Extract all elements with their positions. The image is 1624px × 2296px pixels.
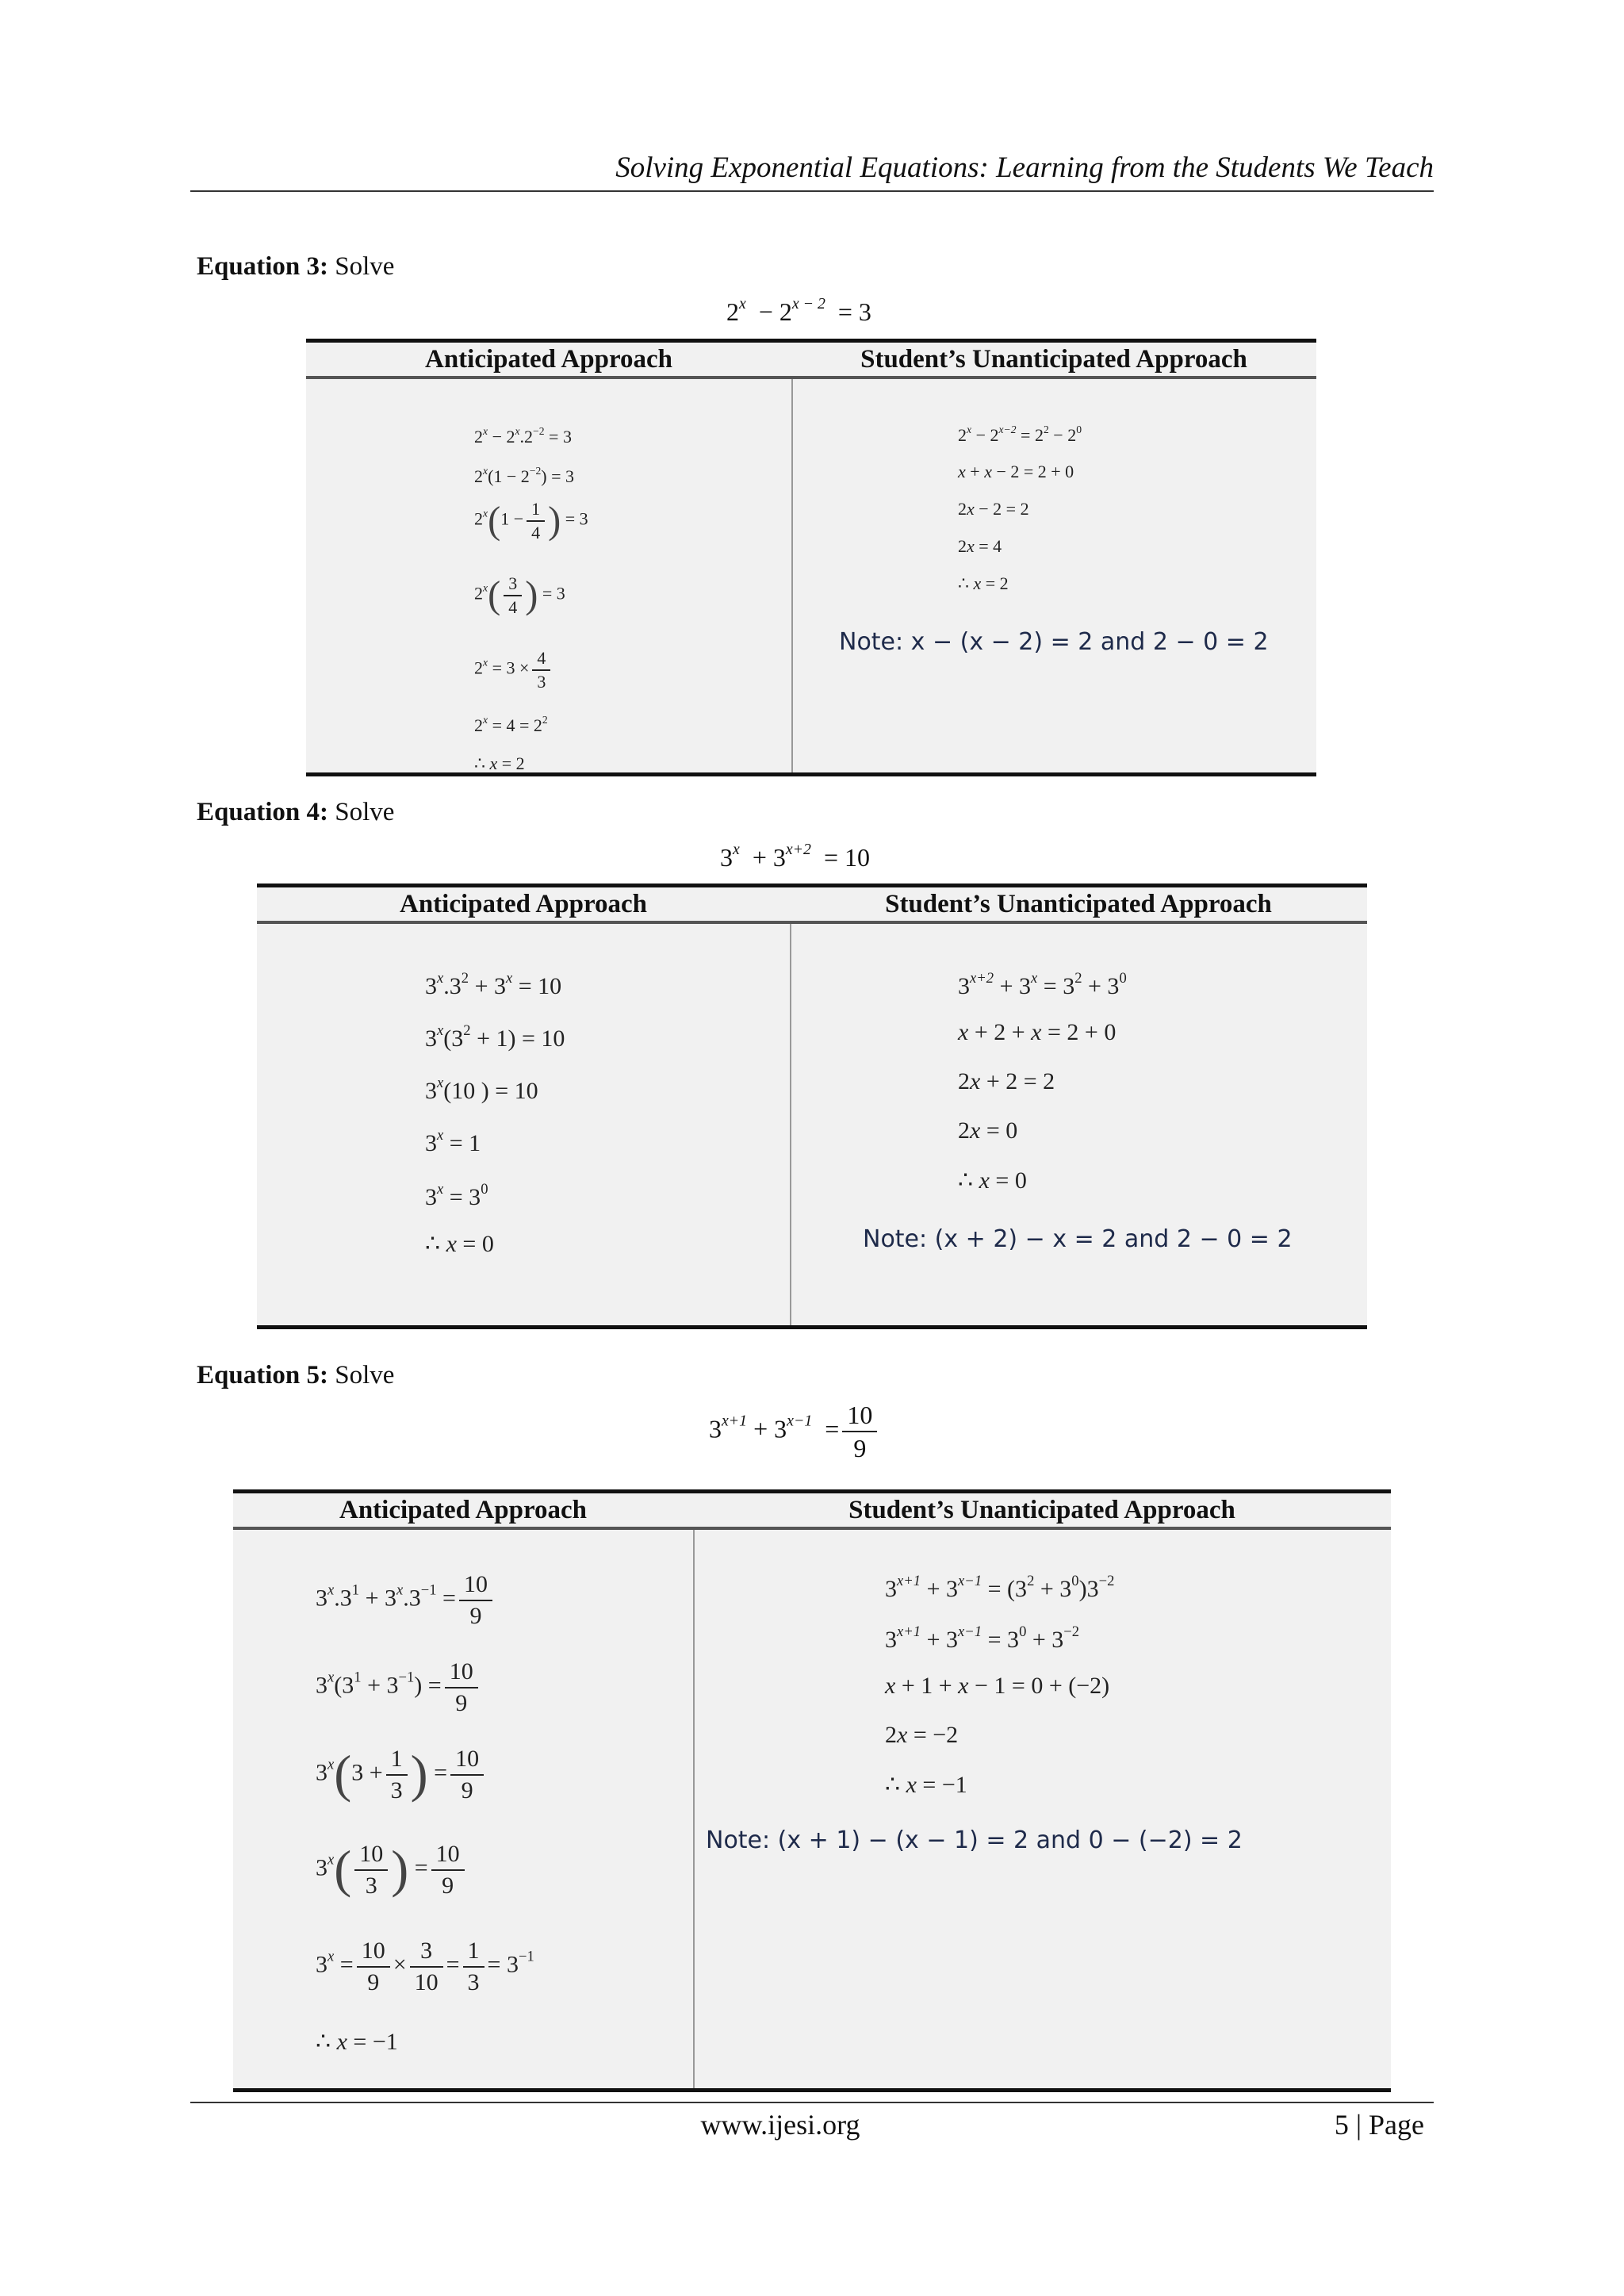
equation-5-table — [233, 1489, 1391, 2092]
equation-4-statement: $3^x + 3^{x+2} = 10$ — [720, 841, 871, 872]
footer-url: www.ijesi.org — [700, 2109, 860, 2141]
student-step: ∴ x = 0 — [958, 1167, 1027, 1194]
anticipated-step: $3^x$ = $\frac{10}{9}$ × $\frac{3}{10}$ = $\frac{1}{3}$ = $3^{-1}$ — [316, 1938, 534, 1995]
footer-rule — [190, 2102, 1434, 2103]
anticipated-step: $2^x - 2^x.2^{-2} = 3$ — [474, 425, 572, 447]
anticipated-step: 2$^x$( $\frac{3}{4}$ ) = 3 — [474, 573, 565, 617]
anticipated-step: $3^x.3^2 + 3^x = 10$ — [425, 970, 562, 999]
anticipated-step: $2^x(1$ − $\frac{1}{4}$ ) = 3 — [474, 499, 588, 542]
table-header-row — [233, 1493, 1391, 1530]
equation-3-table — [306, 339, 1316, 776]
anticipated-step: $3^x(3^2 + 1) = 10$ — [425, 1022, 565, 1052]
header-student: Student’s Unanticipated Approach — [860, 345, 1247, 374]
student-step: 2x = 0 — [958, 1117, 1018, 1144]
header-rule — [190, 190, 1434, 192]
student-note: Note: (x + 2) − x = 2 and 2 − 0 = 2 — [863, 1225, 1293, 1253]
student-step: x + 1 + x − 1 = 0 + (−2) — [885, 1673, 1110, 1699]
header-anticipated: Anticipated Approach — [399, 890, 648, 918]
student-note: Note: x − (x − 2) = 2 and 2 − 0 = 2 — [839, 628, 1269, 656]
student-step: x + x − 2 = 2 + 0 — [958, 462, 1074, 481]
header-anticipated: Anticipated Approach — [339, 1496, 588, 1524]
anticipated-step: $3^x = 3^0$ — [425, 1181, 488, 1210]
student-step: 2x = 4 — [958, 536, 1002, 556]
student-step: ∴ x = 2 — [958, 573, 1009, 593]
student-step: $2^x - 2^{x-2} = 2^2 - 2^0$ — [958, 424, 1082, 446]
equation-3-statement: $2^x - 2^{x - 2} = 3$ — [726, 295, 871, 326]
student-step: $3^{x+2} + 3^x = 3^2 + 3^0$ — [958, 970, 1127, 999]
student-step: $3^{x+1} + 3^{x-1} = 3^0 + 3^{-2}$ — [885, 1623, 1080, 1653]
student-step: 2x − 2 = 2 — [958, 499, 1029, 519]
student-step: 2x + 2 = 2 — [958, 1068, 1055, 1094]
anticipated-step: ∴ x = 2 — [474, 753, 525, 773]
anticipated-step: 3$^x$(10 ) = 10 — [425, 1075, 538, 1104]
equation-5-label: Equation 5: Solve — [197, 1361, 395, 1389]
table-header-row — [306, 343, 1316, 379]
anticipated-step: ∴ x = −1 — [316, 2029, 398, 2055]
column-divider — [791, 379, 793, 772]
anticipated-step: $2^x = 3$ × $\frac{4}{3}$ — [474, 647, 553, 692]
equation-4-label: Equation 4: Solve — [197, 798, 395, 826]
table-header-row — [257, 887, 1367, 924]
running-header: Solving Exponential Equations: Learning from the Students We Teach — [615, 151, 1434, 184]
anticipated-step: $2^x = 4 = 2^2$ — [474, 714, 548, 736]
anticipated-step: $3^x(3^1 + 3^{-1})$ = $\frac{10}{9}$ — [316, 1657, 481, 1718]
header-student: Student’s Unanticipated Approach — [885, 890, 1272, 918]
column-divider — [790, 924, 791, 1325]
header-student: Student’s Unanticipated Approach — [848, 1496, 1235, 1524]
anticipated-step: 3$^x$( $\frac{10}{3}$ ) = $\frac{10}{9}$ — [316, 1839, 468, 1900]
anticipated-step: ∴ x = 0 — [425, 1231, 494, 1257]
anticipated-step: $2^x(1 - 2^{-2}) = 3$ — [474, 465, 575, 487]
anticipated-step: $3^x = 1$ — [425, 1127, 481, 1156]
equation-3-label: Equation 3: Solve — [197, 252, 395, 281]
student-step: 2x = −2 — [885, 1722, 959, 1748]
page-number: 5 | Page — [1334, 2109, 1424, 2141]
anticipated-step: $3^x(3$ + $\frac{1}{3}$ ) = $\frac{10}{9}$ — [316, 1744, 487, 1805]
anticipated-step: $3^x.3^1 + 3^x.3^{-1}$ = $\frac{10}{9}$ — [316, 1570, 496, 1631]
header-anticipated: Anticipated Approach — [424, 345, 673, 374]
equation-4-table — [257, 884, 1367, 1329]
student-step: ∴ x = −1 — [885, 1772, 967, 1798]
student-note: Note: (x + 1) − (x − 1) = 2 and 0 − (−2) = 2 — [706, 1826, 1243, 1854]
student-step: x + 2 + x = 2 + 0 — [958, 1019, 1116, 1045]
student-step: $3^{x+1} + 3^{x-1} = (3^2 + 3^0)3^{-2}$ — [885, 1573, 1115, 1602]
equation-5-statement: $3^{x+1} + 3^{x-1}$ = $\frac{10}{9}$ — [709, 1399, 880, 1464]
column-divider — [693, 1530, 695, 2088]
